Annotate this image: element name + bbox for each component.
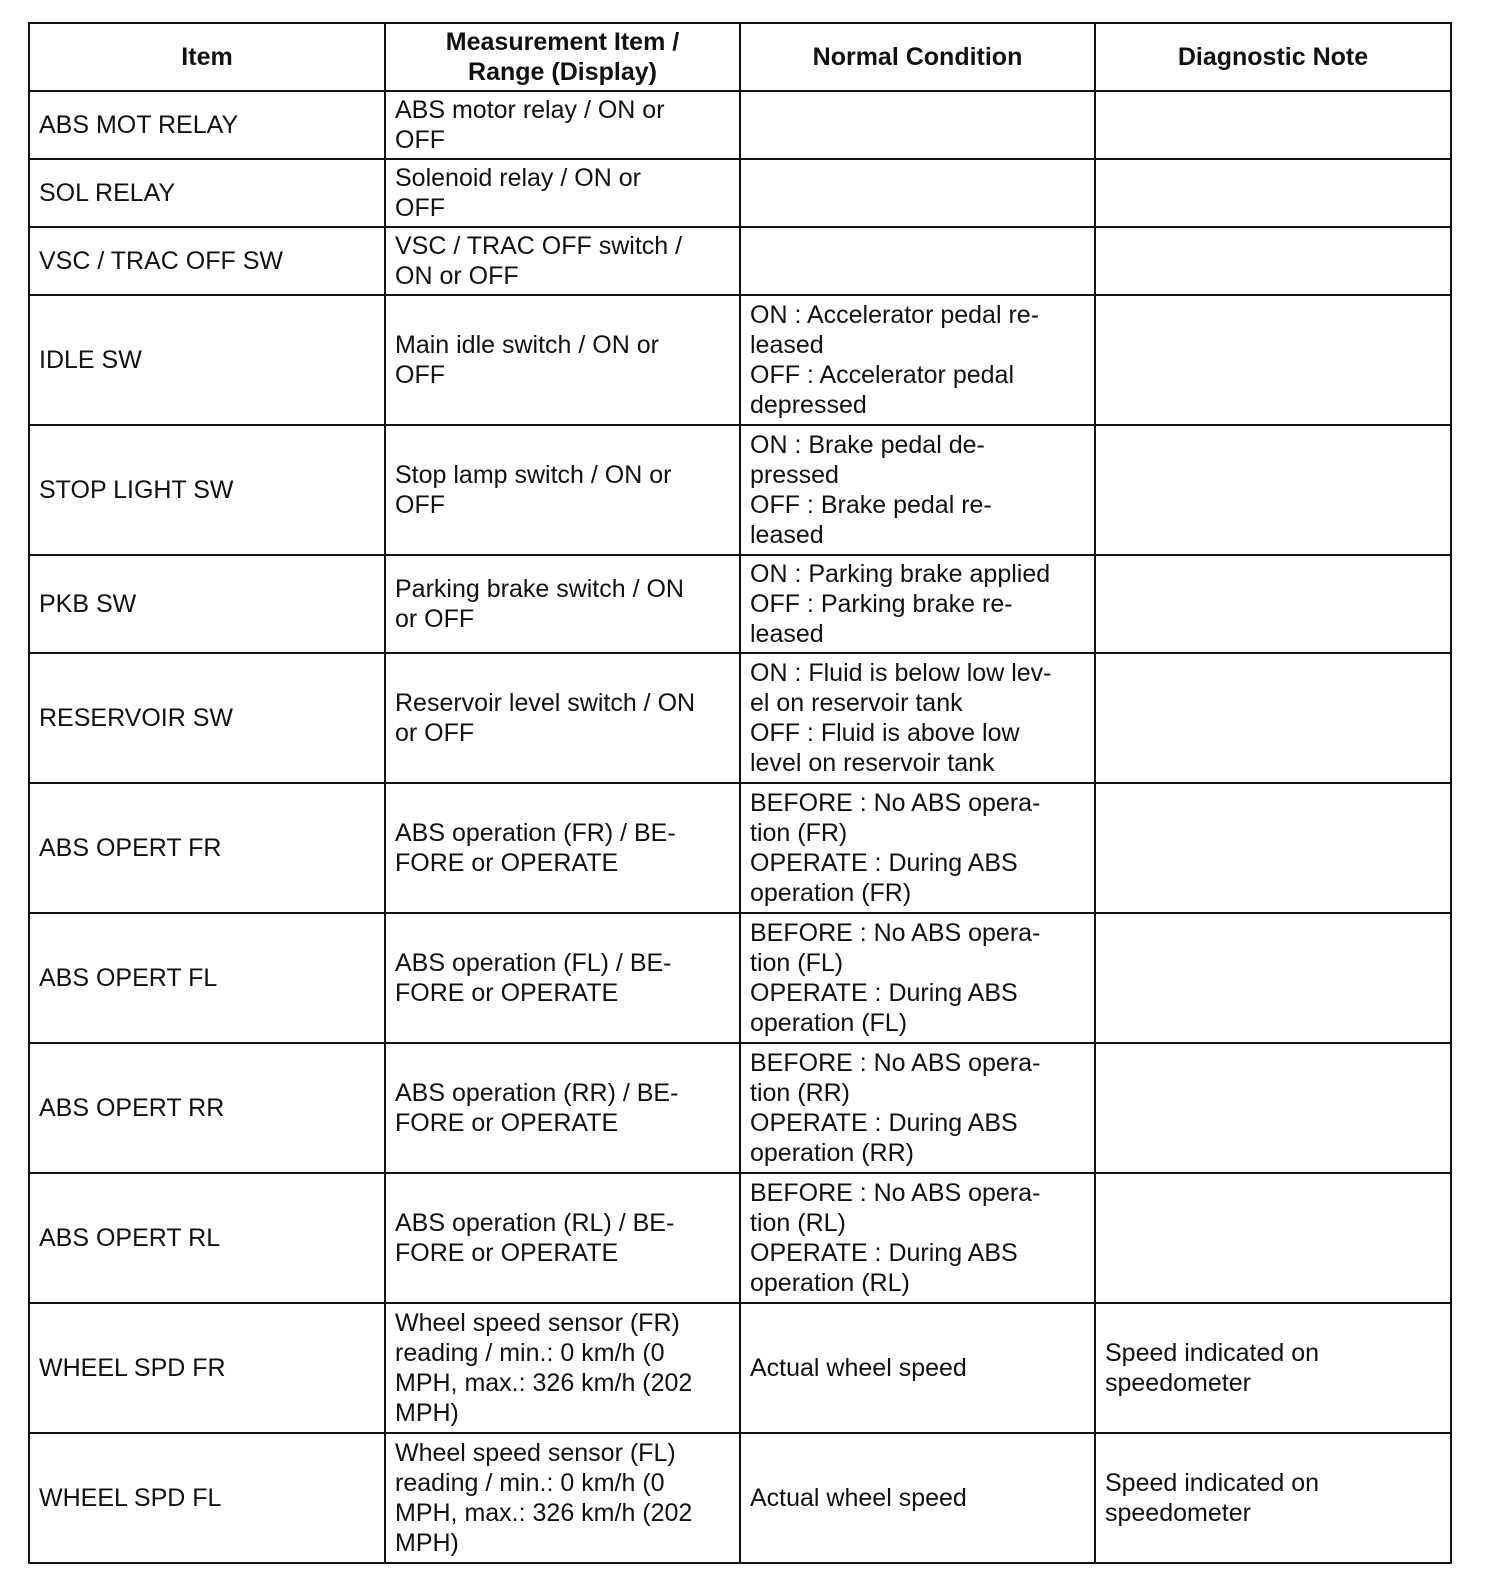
header-diagnostic-note: Diagnostic Note: [1095, 23, 1451, 91]
cell-note: [1095, 653, 1451, 783]
table-row: [29, 227, 1451, 295]
cell-item: ABS OPERT RL: [29, 1173, 385, 1303]
table-row: [29, 913, 1451, 1043]
cell-item: IDLE SW: [29, 295, 385, 425]
cell-item: ABS OPERT RR: [29, 1043, 385, 1173]
cell-item: ABS OPERT FR: [29, 783, 385, 913]
cell-range: Reservoir level switch / ON or OFF: [385, 653, 740, 783]
cell-range: ABS motor relay / ON or OFF: [385, 91, 740, 159]
cell-item: STOP LIGHT SW: [29, 425, 385, 555]
cell-normal: [740, 159, 1095, 227]
header-item: Item: [29, 23, 385, 91]
table-row: [29, 1433, 1451, 1563]
cell-note: [1095, 555, 1451, 653]
cell-note: Speed indicated on speedometer: [1095, 1303, 1451, 1433]
cell-normal: Actual wheel speed: [740, 1303, 1095, 1433]
cell-normal: [740, 91, 1095, 159]
table-row: [29, 653, 1451, 783]
cell-normal: [740, 227, 1095, 295]
cell-normal: BEFORE : No ABS opera- tion (FR) OPERATE : During ABS operation (FR): [740, 783, 1095, 913]
cell-range: VSC / TRAC OFF switch / ON or OFF: [385, 227, 740, 295]
cell-range: Main idle switch / ON or OFF: [385, 295, 740, 425]
table-row: [29, 1173, 1451, 1303]
table-row: [29, 555, 1451, 653]
cell-normal: BEFORE : No ABS opera- tion (RR) OPERATE : During ABS operation (RR): [740, 1043, 1095, 1173]
table-header-row: [29, 23, 1451, 91]
cell-note: [1095, 1173, 1451, 1303]
header-normal-condition: Normal Condition: [740, 23, 1095, 91]
cell-range: Wheel speed sensor (FR) reading / min.: 0 km/h (0 MPH, max.: 326 km/h (202 MPH): [385, 1303, 740, 1433]
cell-range: ABS operation (FR) / BE- FORE or OPERATE: [385, 783, 740, 913]
cell-item: VSC / TRAC OFF SW: [29, 227, 385, 295]
cell-normal: Actual wheel speed: [740, 1433, 1095, 1563]
cell-normal: BEFORE : No ABS opera- tion (RL) OPERATE : During ABS operation (RL): [740, 1173, 1095, 1303]
table-row: [29, 295, 1451, 425]
cell-normal: ON : Parking brake applied OFF : Parking brake re- leased: [740, 555, 1095, 653]
cell-range: ABS operation (RL) / BE- FORE or OPERATE: [385, 1173, 740, 1303]
cell-item: PKB SW: [29, 555, 385, 653]
cell-note: [1095, 227, 1451, 295]
table-row: [29, 425, 1451, 555]
cell-normal: ON : Brake pedal de- pressed OFF : Brake pedal re- leased: [740, 425, 1095, 555]
table-row: [29, 1303, 1451, 1433]
cell-item: RESERVOIR SW: [29, 653, 385, 783]
cell-item: ABS MOT RELAY: [29, 91, 385, 159]
cell-note: [1095, 783, 1451, 913]
cell-normal: ON : Accelerator pedal re- leased OFF : Accelerator pedal depressed: [740, 295, 1095, 425]
cell-range: ABS operation (FL) / BE- FORE or OPERATE: [385, 913, 740, 1043]
cell-note: [1095, 159, 1451, 227]
cell-item: WHEEL SPD FR: [29, 1303, 385, 1433]
cell-normal: BEFORE : No ABS opera- tion (FL) OPERATE : During ABS operation (FL): [740, 913, 1095, 1043]
cell-range: Parking brake switch / ON or OFF: [385, 555, 740, 653]
cell-range: Stop lamp switch / ON or OFF: [385, 425, 740, 555]
cell-note: [1095, 1043, 1451, 1173]
cell-note: [1095, 913, 1451, 1043]
cell-range: Solenoid relay / ON or OFF: [385, 159, 740, 227]
table-row: [29, 783, 1451, 913]
cell-note: Speed indicated on speedometer: [1095, 1433, 1451, 1563]
cell-range: ABS operation (RR) / BE- FORE or OPERATE: [385, 1043, 740, 1173]
cell-note: [1095, 295, 1451, 425]
cell-item: SOL RELAY: [29, 159, 385, 227]
table-row: [29, 159, 1451, 227]
cell-range: Wheel speed sensor (FL) reading / min.: 0 km/h (0 MPH, max.: 326 km/h (202 MPH): [385, 1433, 740, 1563]
cell-note: [1095, 91, 1451, 159]
data-list-table: [28, 22, 1452, 1564]
table-row: [29, 1043, 1451, 1173]
header-measurement-range: Measurement Item / Range (Display): [385, 23, 740, 91]
cell-item: WHEEL SPD FL: [29, 1433, 385, 1563]
cell-normal: ON : Fluid is below low lev- el on reservoir tank OFF : Fluid is above low level on reservoir tank: [740, 653, 1095, 783]
table-row: [29, 91, 1451, 159]
cell-note: [1095, 425, 1451, 555]
cell-item: ABS OPERT FL: [29, 913, 385, 1043]
